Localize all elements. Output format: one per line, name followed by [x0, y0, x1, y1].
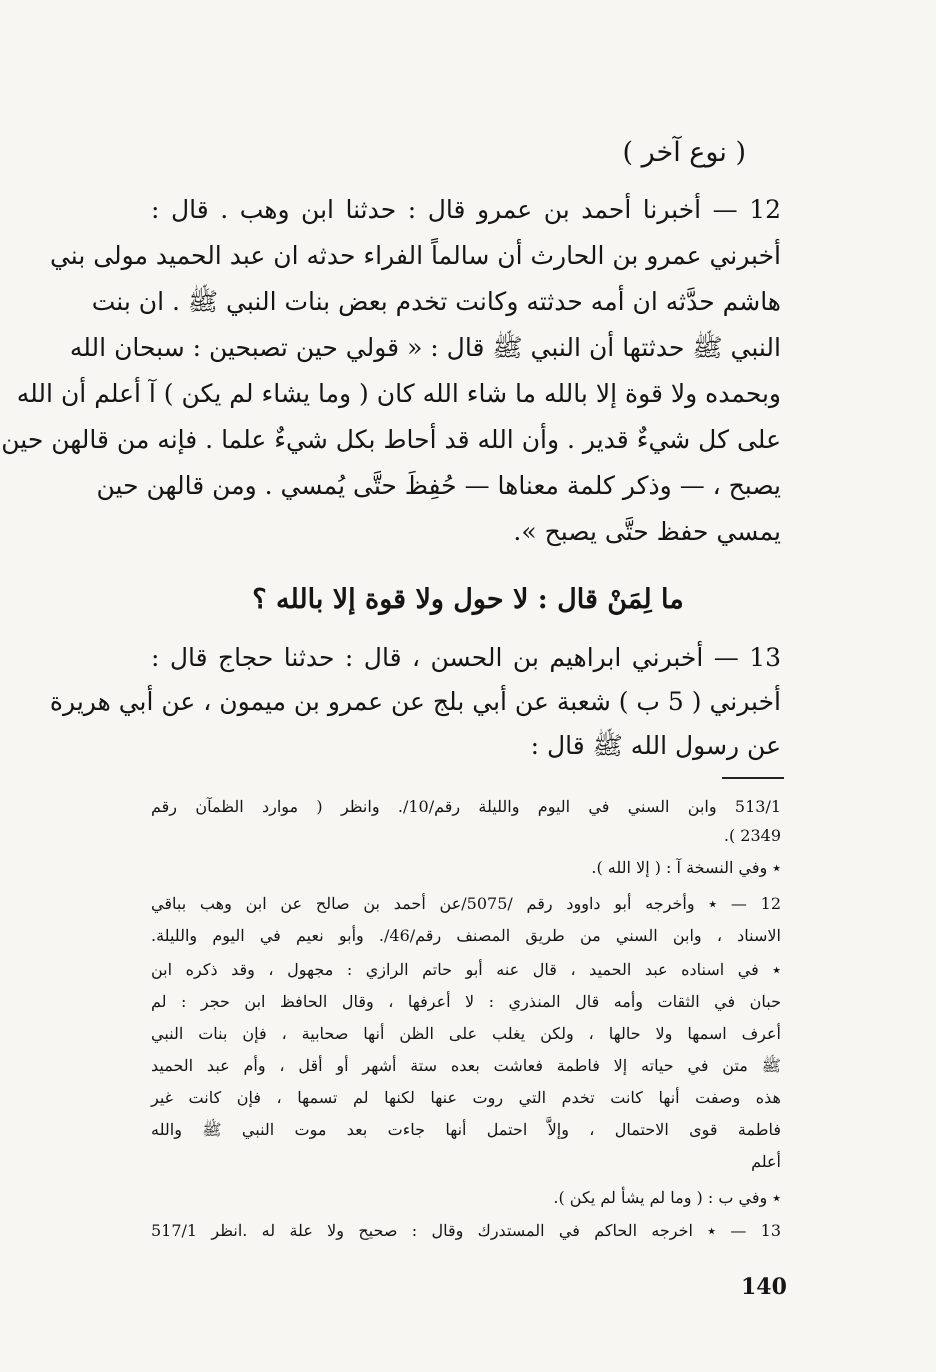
footnote-line: أعلم	[751, 1152, 781, 1171]
footnote-line: ٭ وفي النسخة آ : ( إلا الله ).	[591, 858, 781, 877]
footnote-line: الاسناد ، وابن السني من طريق المصنف رقم/46/. وأبو نعيم في اليوم والليلة.	[151, 926, 781, 945]
section-heading: ( نوع آخر )	[622, 137, 746, 168]
footnote-line: أعرف اسمها ولا حالها ، ولكن يغلب على الظن أنها صحابية ، فإن بنات النبي	[151, 1024, 781, 1043]
footnote-divider	[722, 777, 784, 779]
footnote-line: 2349 ).	[723, 826, 781, 845]
footnote-line: 513/1 وابن السني في اليوم والليلة رقم/10/. وانظر ( موارد الظمآن رقم	[151, 797, 782, 816]
footnote-line: فاطمة قوى الاحتمال ، وإلاَّ احتمل أنها جاءت بعد موت النبي ﷺ والله	[151, 1120, 781, 1139]
hadith-13-line: أخبرني ( 5 ب ) شعبة عن أبي بلج عن عمرو بن ميمون ، عن أبي هريرة	[49, 687, 781, 716]
hadith-12-line: هاشم حدَّثه ان أمه حدثته وكانت تخدم بعض بنات النبي ﷺ . ان بنت	[91, 287, 781, 316]
footnote-line: 13 — ٭ اخرجه الحاكم في المستدرك وقال : صحيح ولا علة له .انظر 517/1	[151, 1221, 782, 1240]
section-title: ما لِمَنْ قال : لا حول ولا قوة إلا بالله ؟	[252, 584, 684, 615]
hadith-13-line: عن رسول الله ﷺ قال :	[530, 731, 781, 760]
hadith-13-line: 13 — أخبرني ابراهيم بن الحسن ، قال : حدثنا حجاج قال :	[151, 643, 781, 672]
footnote-line: حبان في الثقات وأمه قال المنذري : لا أعرفها ، وقال الحافظ ابن حجر : لم	[151, 992, 781, 1011]
hadith-12-line: النبي ﷺ حدثتها أن النبي ﷺ قال : « قولي حين تصبحين : سبحان الله	[69, 333, 781, 362]
footnote-line: ٭ وفي ب : ( وما لم يشأ لم يكن ).	[553, 1188, 781, 1207]
footnote-line: هذه وصفت أنها كانت تخدم التي روت عنها لكنها لم تسمها ، فإن كانت غير	[151, 1088, 781, 1107]
page-number: 140	[741, 1274, 787, 1300]
hadith-12-line: يصبح ، — وذكر كلمة معناها — حُفِظَ حتَّى يُمسي . ومن قالهن حين	[96, 471, 781, 500]
footnote-line: ٭ في اسناده عبد الحميد ، قال عنه أبو حاتم الرازي : مجهول ، وقد ذكره ابن	[151, 960, 781, 979]
footnote-line: 12 — ٭ وأخرجه أبو داوود رقم /5075/عن أحمد بن صالح عن ابن وهب بباقي	[151, 894, 781, 913]
hadith-12-line: وبحمده ولا قوة إلا بالله ما شاء الله كان ( وما يشاء لم يكن ) آ أعلم أن الله	[16, 379, 781, 408]
hadith-12-line: 12 — أخبرنا أحمد بن عمرو قال : حدثنا ابن وهب . قال :	[151, 195, 781, 224]
hadith-12-line: على كل شيءٌ قدير . وأن الله قد أحاط بكل شيءٌ علما . فإنه من قالهن حين	[1, 425, 781, 454]
footnote-line: ﷺ متن في حياته إلا فاطمة فعاشت بعده ستة أشهر أو أقل ، وأم عبد الحميد	[151, 1056, 781, 1075]
hadith-12-line: يمسي حفظ حتَّى يصبح ».	[513, 517, 781, 546]
hadith-12-line: أخبرني عمرو بن الحارث أن سالماً الفراء حدثه ان عبد الحميد مولى بني	[49, 241, 781, 270]
